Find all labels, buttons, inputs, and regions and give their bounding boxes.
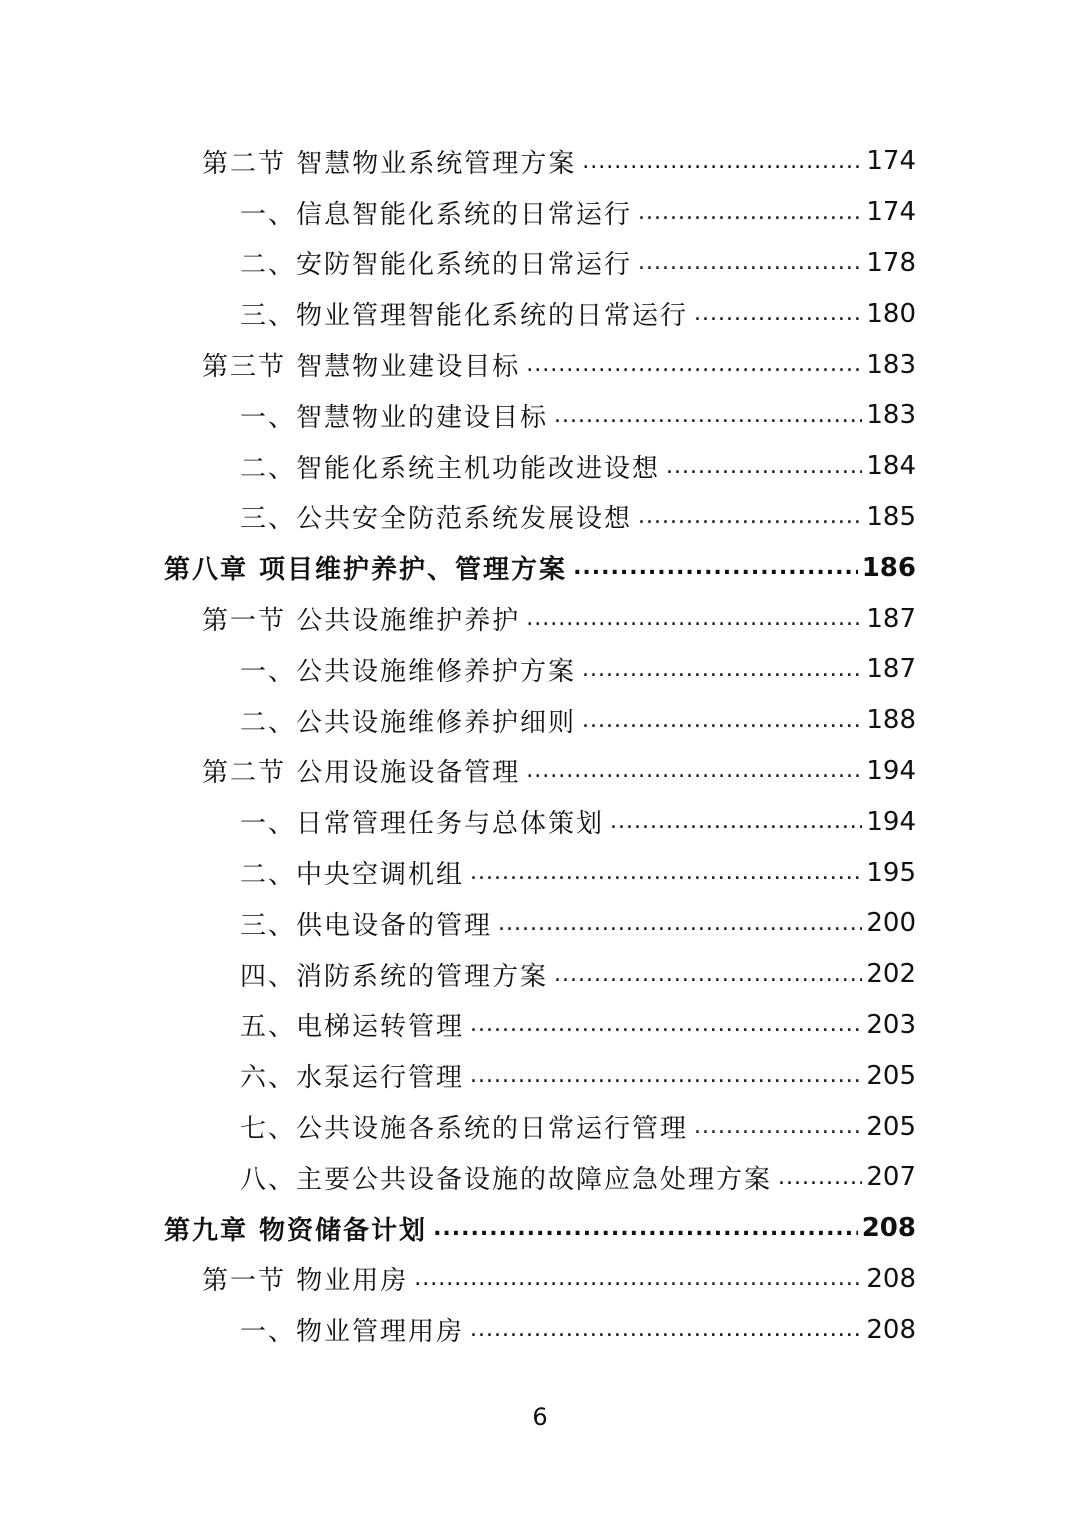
toc-entry[interactable] (0, 339, 1080, 390)
toc-entry-title: 七、公共设施各系统的日常运行管理 (240, 1114, 689, 1145)
toc-entry-page: 202 (866, 959, 916, 990)
toc-entry[interactable] (0, 238, 1080, 289)
toc-entry[interactable] (0, 136, 1080, 187)
toc-entry-title: 二、安防智能化系统的日常运行 (240, 250, 633, 281)
toc-entry-title: 八、主要公共设备设施的故障应急处理方案 (240, 1164, 773, 1195)
toc-entry-page: 180 (866, 298, 916, 329)
toc-entry-title: 四、消防系统的管理方案 (240, 961, 549, 992)
toc-entry-title: 一、物业管理用房 (240, 1317, 465, 1348)
toc-entry-page: 178 (866, 247, 916, 278)
toc-entry[interactable] (0, 390, 1080, 441)
toc-entry-page: 205 (866, 1111, 916, 1142)
toc-entry-page: 188 (866, 705, 916, 736)
toc-entry[interactable] (0, 1101, 1080, 1152)
toc-entry-title: 第八章 项目维护养护、管理方案 (164, 555, 568, 586)
toc-leader-dots (526, 352, 862, 377)
toc-entry-page: 208 (861, 1213, 916, 1244)
toc-entry-title: 五、电梯运转管理 (240, 1012, 465, 1043)
toc-leader-dots (433, 1216, 858, 1241)
toc-entry-page: 194 (866, 755, 916, 786)
toc-entry-title: 一、智慧物业的建设目标 (240, 402, 549, 433)
toc-entry-page: 174 (866, 146, 916, 177)
toc-entry[interactable] (0, 949, 1080, 1000)
toc-entry-page: 208 (866, 1263, 916, 1294)
toc-entry-title: 一、日常管理任务与总体策划 (240, 809, 605, 840)
toc-leader-dots (582, 149, 862, 174)
toc-entry[interactable] (0, 746, 1080, 797)
toc-entry-page: 200 (866, 908, 916, 939)
toc-entry-title: 第二节 智慧物业系统管理方案 (202, 148, 577, 179)
toc-entry-title: 二、公共设施维修养护细则 (240, 707, 577, 738)
toc-entry-page: 174 (866, 197, 916, 228)
toc-entry[interactable] (0, 1000, 1080, 1051)
toc-entry[interactable] (0, 1050, 1080, 1101)
toc-entry-page: 187 (866, 603, 916, 634)
toc-leader-dots (694, 301, 862, 326)
toc-leader-dots (694, 1114, 862, 1139)
toc-leader-dots (638, 200, 862, 225)
toc-entry[interactable] (0, 695, 1080, 746)
toc-chapter-entry[interactable] (0, 542, 1080, 593)
page-number: 6 (532, 1403, 548, 1431)
toc-entry-title: 第九章 物资储备计划 (164, 1215, 428, 1246)
toc-entry-title: 第二节 公用设施设备管理 (202, 758, 521, 789)
toc-entry-title: 三、公共安全防范系统发展设想 (240, 504, 633, 535)
toc-entry-title: 三、供电设备的管理 (240, 910, 493, 941)
toc-leader-dots (554, 403, 862, 428)
toc-entry-page: 208 (866, 1314, 916, 1345)
toc-entry-page: 184 (866, 451, 916, 482)
toc-entry[interactable] (0, 796, 1080, 847)
toc-leader-dots (470, 1063, 862, 1088)
toc-entry-title: 三、物业管理智能化系统的日常运行 (240, 301, 689, 332)
toc-entry[interactable] (0, 898, 1080, 949)
toc-entry-page: 194 (866, 806, 916, 837)
toc-leader-dots (526, 758, 862, 783)
toc-entry[interactable] (0, 1152, 1080, 1203)
toc-leader-dots (470, 1317, 862, 1342)
toc-entry-title: 一、信息智能化系统的日常运行 (240, 199, 633, 230)
table-of-contents (0, 136, 1080, 1355)
toc-entry-page: 195 (866, 857, 916, 888)
toc-leader-dots (582, 657, 862, 682)
toc-leader-dots (582, 708, 862, 733)
toc-entry[interactable] (0, 847, 1080, 898)
toc-entry-title: 第三节 智慧物业建设目标 (202, 352, 521, 383)
toc-chapter-entry[interactable] (0, 1203, 1080, 1254)
toc-entry-page: 183 (866, 400, 916, 431)
toc-entry[interactable] (0, 288, 1080, 339)
toc-entry-title: 第一节 公共设施维护养护 (202, 606, 521, 637)
toc-entry-title: 一、公共设施维修养护方案 (240, 656, 577, 687)
toc-entry-title: 二、中央空调机组 (240, 860, 465, 891)
toc-leader-dots (666, 454, 862, 479)
toc-entry[interactable] (0, 492, 1080, 543)
toc-entry[interactable] (0, 644, 1080, 695)
toc-entry-page: 205 (866, 1060, 916, 1091)
toc-leader-dots (526, 606, 862, 631)
toc-entry-title: 六、水泵运行管理 (240, 1063, 465, 1094)
toc-entry-page: 203 (866, 1009, 916, 1040)
toc-leader-dots (554, 962, 862, 987)
toc-leader-dots (638, 250, 862, 275)
toc-leader-dots (778, 1165, 862, 1190)
toc-entry-page: 207 (866, 1162, 916, 1193)
toc-leader-dots (470, 1012, 862, 1037)
toc-entry-page: 186 (861, 552, 916, 583)
toc-leader-dots (573, 555, 858, 580)
toc-entry[interactable] (0, 187, 1080, 238)
toc-entry[interactable] (0, 593, 1080, 644)
toc-entry-page: 183 (866, 349, 916, 380)
toc-leader-dots (470, 860, 862, 885)
toc-entry-title: 二、智能化系统主机功能改进设想 (240, 453, 661, 484)
toc-entry[interactable] (0, 441, 1080, 492)
toc-leader-dots (414, 1266, 862, 1291)
toc-entry[interactable] (0, 1254, 1080, 1305)
toc-entry[interactable] (0, 1304, 1080, 1355)
toc-entry-page: 187 (866, 654, 916, 685)
toc-entry-page: 185 (866, 501, 916, 532)
toc-leader-dots (638, 504, 862, 529)
toc-entry-title: 第一节 物业用房 (202, 1266, 409, 1297)
toc-leader-dots (498, 911, 862, 936)
toc-leader-dots (610, 809, 862, 834)
